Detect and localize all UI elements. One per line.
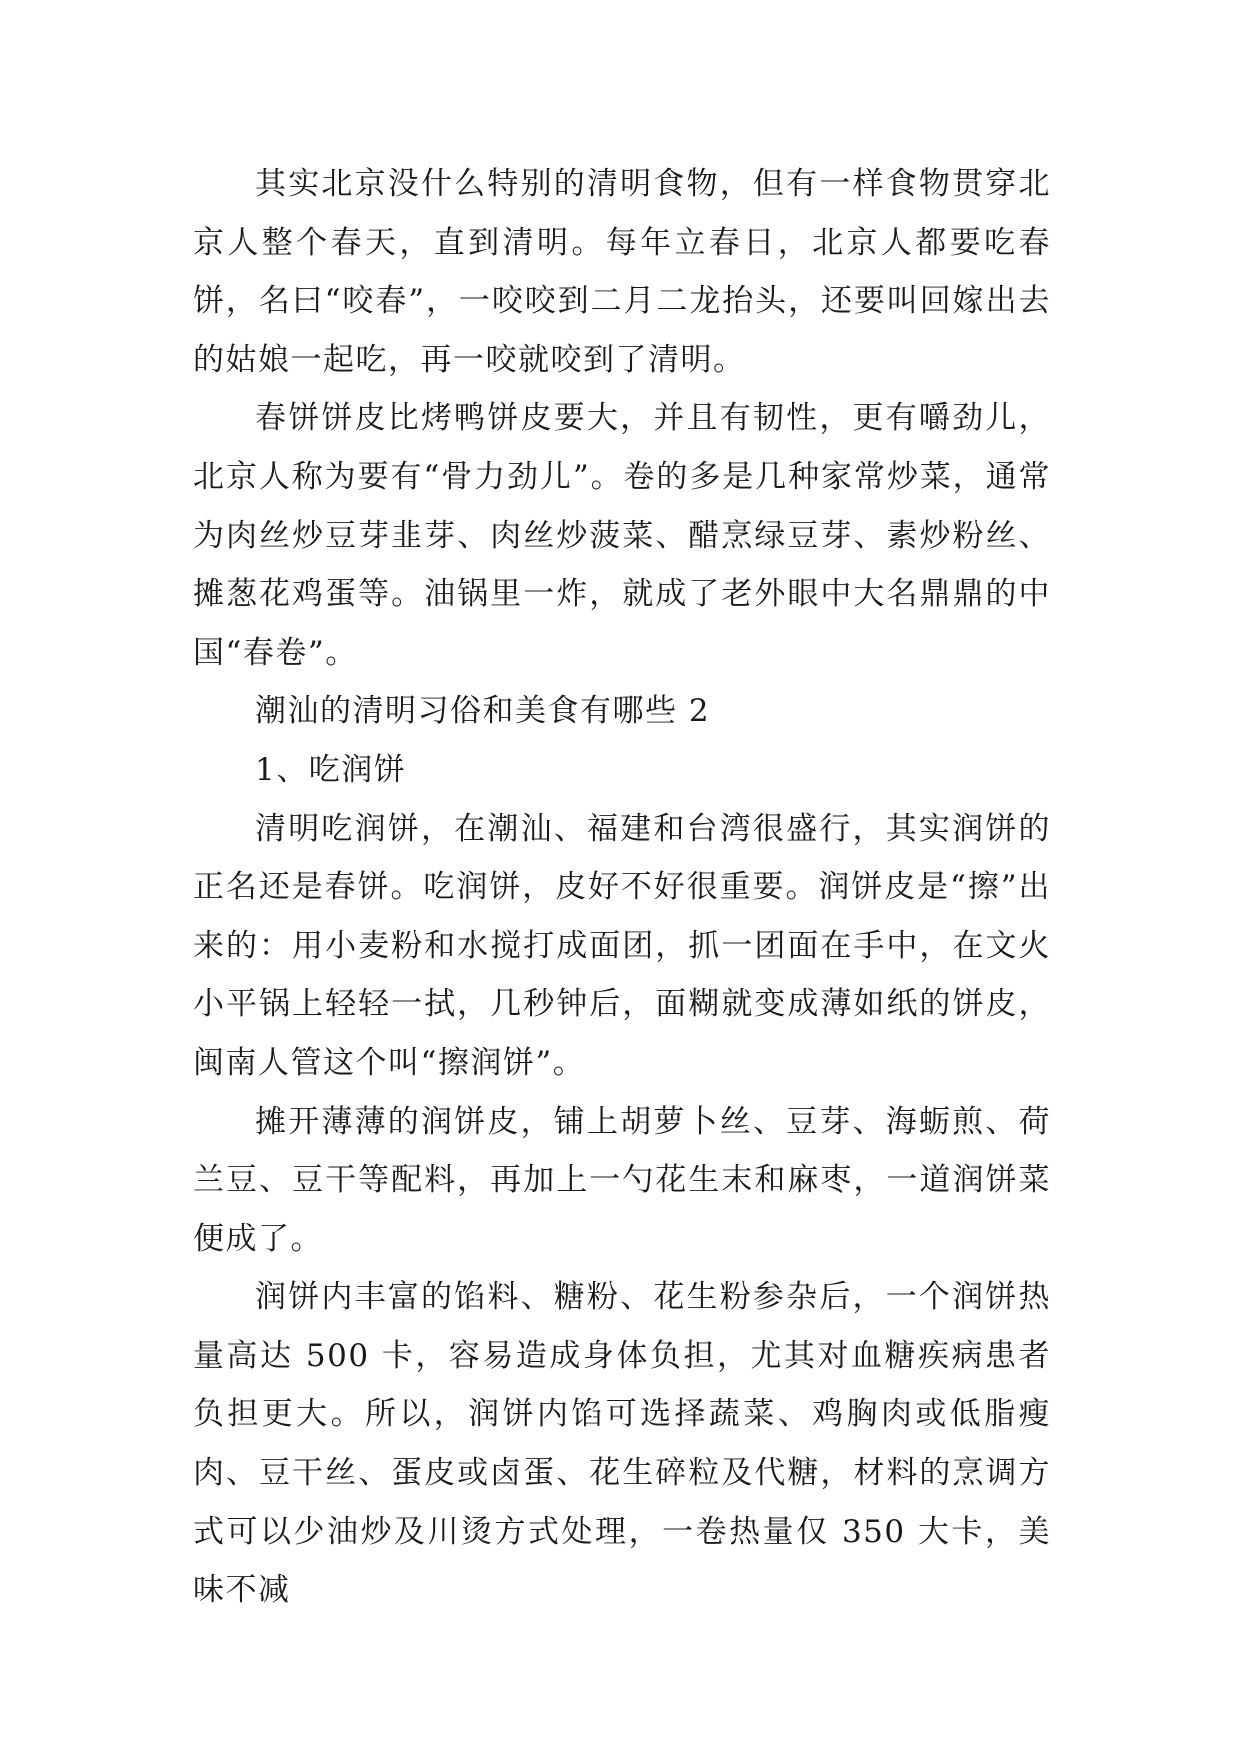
paragraph-runbing-fillings: 摊开薄薄的润饼皮，铺上胡萝卜丝、豆芽、海蛎煎、荷兰豆、豆干等配料，再加上一勺花生末和麻枣，一道润饼菜便成了。 xyxy=(193,1103,1051,1257)
paragraph-runbing-intro: 清明吃润饼，在潮汕、福建和台湾很盛行，其实润饼的正名还是春饼。吃润饼，皮好不好很重要。润饼皮是“擦”出来的：用小麦粉和水搅打成面团，抓一团面在手中，在文火小平锅上轻轻一拭，几秒钟后，面糊就变成薄如纸的饼皮，闽南人管这个叫“擦润饼”。 xyxy=(193,810,1051,1081)
subheading-eat-runbing: 1、吃润饼 xyxy=(255,751,407,788)
paragraph-runbing-calories: 润饼内丰富的馅料、糖粉、花生粉参杂后，一个润饼热量高达 500 卡，容易造成身体负担，尤其对血糖疾病患者负担更大。所以，润饼内馅可选择蔬菜、鸡胸肉或低脂瘦肉、豆干丝、蛋皮或卤蛋、花生碎粒及代糖，材料的烹调方式可以少油炒及川烫方式处理，一卷热量仅 350 大卡，美味不减 xyxy=(193,1279,1051,1609)
paragraph-beijing-spring-pancake: 其实北京没什么特别的清明食物，但有一样食物贯穿北京人整个春天，直到清明。每年立春日，北京人都要吃春饼，名曰“咬春”，一咬咬到二月二龙抬头，还要叫回嫁出去的姑娘一起吃，再一咬就咬到了清明。 xyxy=(193,166,1051,378)
paragraph-spring-pancake-fillings: 春饼饼皮比烤鸭饼皮要大，并且有韧性，更有嚼劲儿，北京人称为要有“骨力劲儿”。卷的多是几种家常炒菜，通常为肉丝炒豆芽韭芽、肉丝炒菠菜、醋烹绿豆芽、素炒粉丝、摊葱花鸡蛋等。油锅里一炸，就成了老外眼中大名鼎鼎的中国“春卷”。 xyxy=(193,400,1051,671)
document-body xyxy=(193,155,1051,1620)
section-heading: 潮汕的清明习俗和美食有哪些 2 xyxy=(255,693,711,730)
